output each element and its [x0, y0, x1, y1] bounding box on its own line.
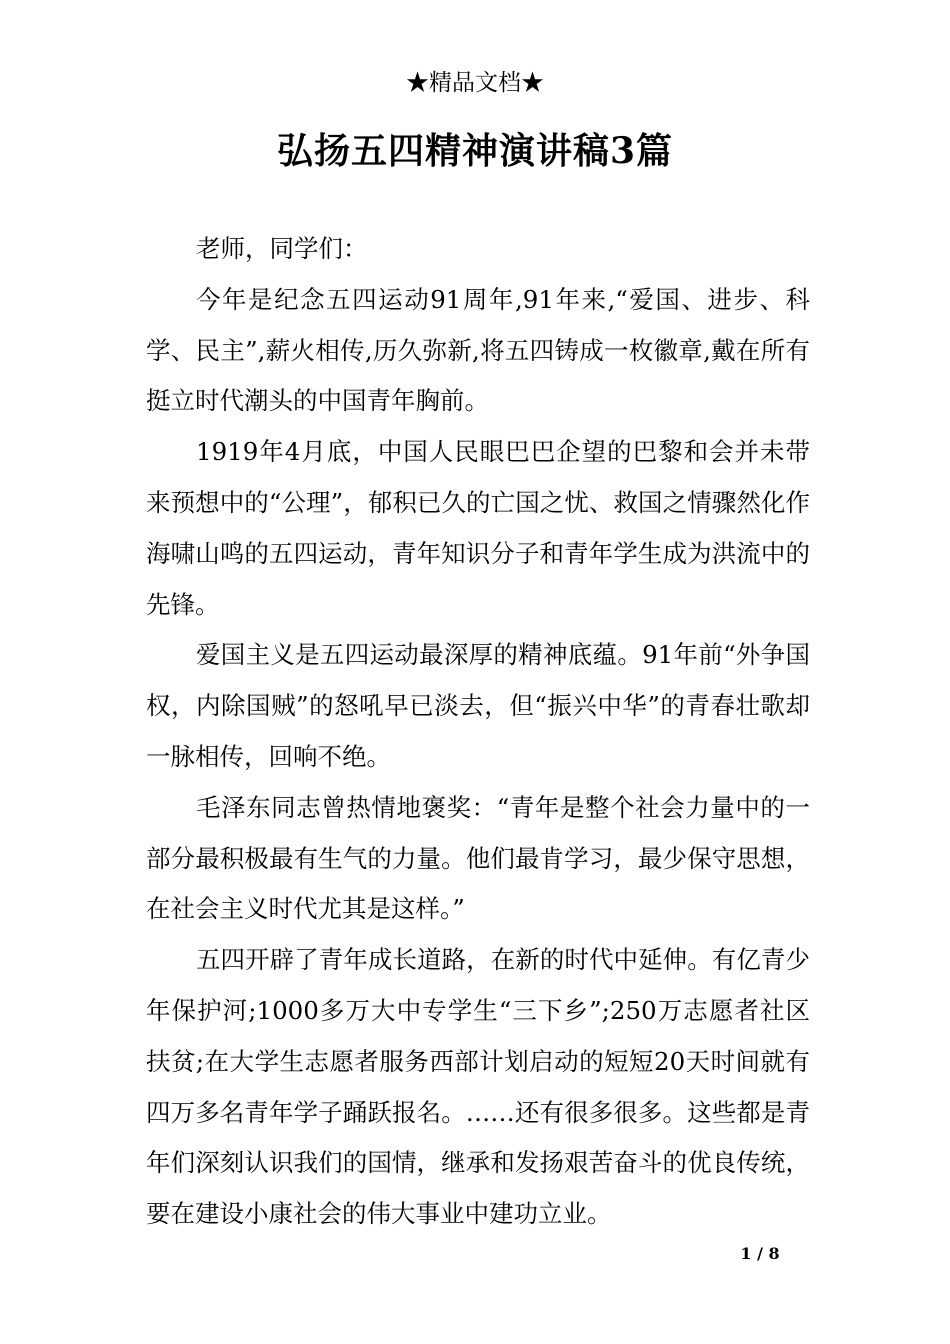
page-number: 1 / 8 — [740, 1244, 780, 1263]
paragraph: 今年是纪念五四运动91周年,91年来,“爱国、进步、科学、民主”,薪火相传,历久弥新,将五四铸成一枚徽章,戴在所有挺立时代潮头的中国青年胸前。 — [146, 284, 810, 416]
paragraph-salutation: 老师，同学们： — [196, 234, 368, 263]
header-mark: ★精品文档★ — [406, 70, 544, 96]
paragraph: 1919年4月底，中国人民眼巴巴企望的巴黎和会并未带来预想中的“公理”，郁积已久的亡国之忧、救国之情骤然化作海啸山鸣的五四运动，青年知识分子和青年学生成为洪流中的先锋。 — [146, 437, 810, 619]
paragraph: 五四开辟了青年成长道路，在新的时代中延伸。有亿青少年保护河;1000多万大中专学生“三下乡”;250万志愿者社区扶贫;在大学生志愿者服务西部计划启动的短短20天时间就有四万多名青年学子踊跃报名。……还有很多很多。这些都是青年们深刻认识我们的国情，继承和发扬艰苦奋斗的优良传统，要在建设小康社会的伟大事业中建功立业。 — [146, 945, 810, 1229]
paragraph: 爱国主义是五四运动最深厚的精神底蕴。91年前“外争国权，内除国贼”的怒吼早已淡去，但“振兴中华”的青春壮歌却一脉相传，回响不绝。 — [146, 640, 810, 771]
page-title: 弘扬五四精神演讲稿3篇 — [276, 130, 674, 172]
document-body — [146, 224, 810, 1240]
paragraph: 毛泽东同志曾热情地褒奖：“青年是整个社会力量中的一部分最积极最有生气的力量。他们最肯学习，最少保守思想，在社会主义时代尤其是这样。” — [146, 792, 810, 924]
